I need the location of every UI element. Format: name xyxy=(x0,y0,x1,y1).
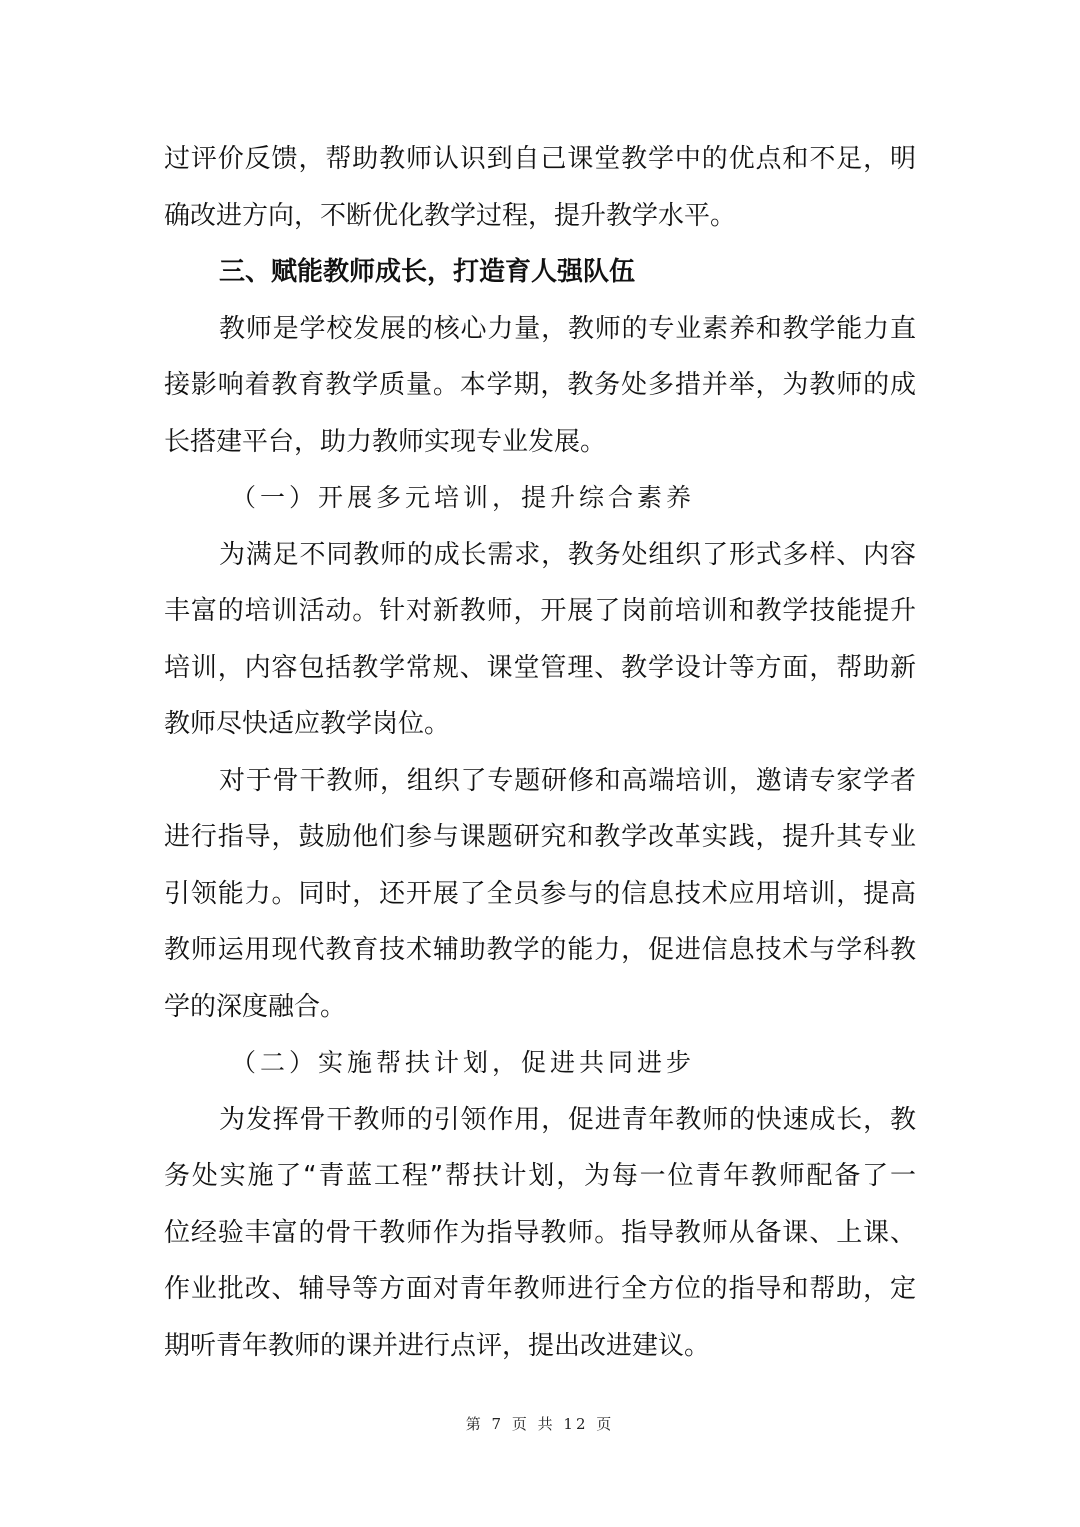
text-line: 位经验丰富的骨干教师作为指导教师。指导教师从备课、上课、 xyxy=(164,1217,916,1248)
text-line: 务处实施了“青蓝工程”帮扶计划，为每一位青年教师配备了一 xyxy=(164,1161,916,1191)
paragraph-evaluation-feedback xyxy=(164,131,916,244)
section-heading-teacher-growth xyxy=(164,244,916,301)
text-line: 作业批改、辅导等方面对青年教师进行全方位的指导和帮助，定 xyxy=(164,1274,916,1304)
text-line: 引领能力。同时，还开展了全员参与的信息技术应用培训，提高 xyxy=(164,878,916,909)
paragraph-training-activities xyxy=(164,527,916,753)
text-line: 学的深度融合。 xyxy=(164,991,347,1022)
text-line: 教师运用现代教育技术辅助教学的能力，促进信息技术与学科教 xyxy=(164,935,916,965)
text-line: 进行指导，鼓励他们参与课题研究和教学改革实践，提升其专业 xyxy=(164,822,916,852)
text-line: 期听青年教师的课并进行点评，提出改进建议。 xyxy=(164,1330,711,1361)
text-line: 为满足不同教师的成长需求，教务处组织了形式多样、内容 xyxy=(219,539,916,570)
footer-prefix: 第 xyxy=(465,1415,484,1433)
text-line: 过评价反馈，帮助教师认识到自己课堂教学中的优点和不足，明 xyxy=(164,144,916,174)
text-line: 培训，内容包括教学常规、课堂管理、教学设计等方面，帮助新 xyxy=(164,652,916,683)
text-line: 教师是学校发展的核心力量，教师的专业素养和教学能力直 xyxy=(219,313,916,344)
subheading-mentoring-plan xyxy=(164,1035,916,1092)
footer-total-pages: 12 xyxy=(563,1415,589,1433)
paragraph-teacher-core-strength xyxy=(164,301,916,471)
text-line: 丰富的培训活动。针对新教师，开展了岗前培训和教学技能提升 xyxy=(164,596,916,626)
footer-total-word: 共 xyxy=(537,1415,556,1433)
text-line: 长搭建平台，助力教师实现专业发展。 xyxy=(164,426,607,457)
paragraph-blue-green-project xyxy=(164,1092,916,1375)
text-line: 接影响着教育教学质量。本学期，教务处多措并举，为教师的成 xyxy=(164,370,916,400)
section-title: 三、赋能教师成长，打造育人强队伍 xyxy=(219,257,636,287)
page-footer xyxy=(0,1413,1080,1434)
document-body xyxy=(164,131,916,1374)
paragraph-backbone-teachers xyxy=(164,753,916,1036)
subheading-diverse-training xyxy=(164,470,916,527)
text-line: 确改进方向，不断优化教学过程，提升教学水平。 xyxy=(164,200,737,231)
footer-suffix: 页 xyxy=(596,1415,615,1433)
text-line: 为发挥骨干教师的引领作用，促进青年教师的快速成长，教 xyxy=(219,1104,916,1135)
text-line: 教师尽快适应教学岗位。 xyxy=(164,709,451,739)
text-line: 对于骨干教师，组织了专题研修和高端培训，邀请专家学者 xyxy=(219,765,916,796)
subsection-title: （二）实施帮扶计划，促进共同进步 xyxy=(231,1048,696,1077)
footer-current-page: 7 xyxy=(491,1415,505,1433)
subsection-title: （一）开展多元培训，提升综合素养 xyxy=(231,483,696,512)
footer-page-word: 页 xyxy=(511,1415,530,1433)
